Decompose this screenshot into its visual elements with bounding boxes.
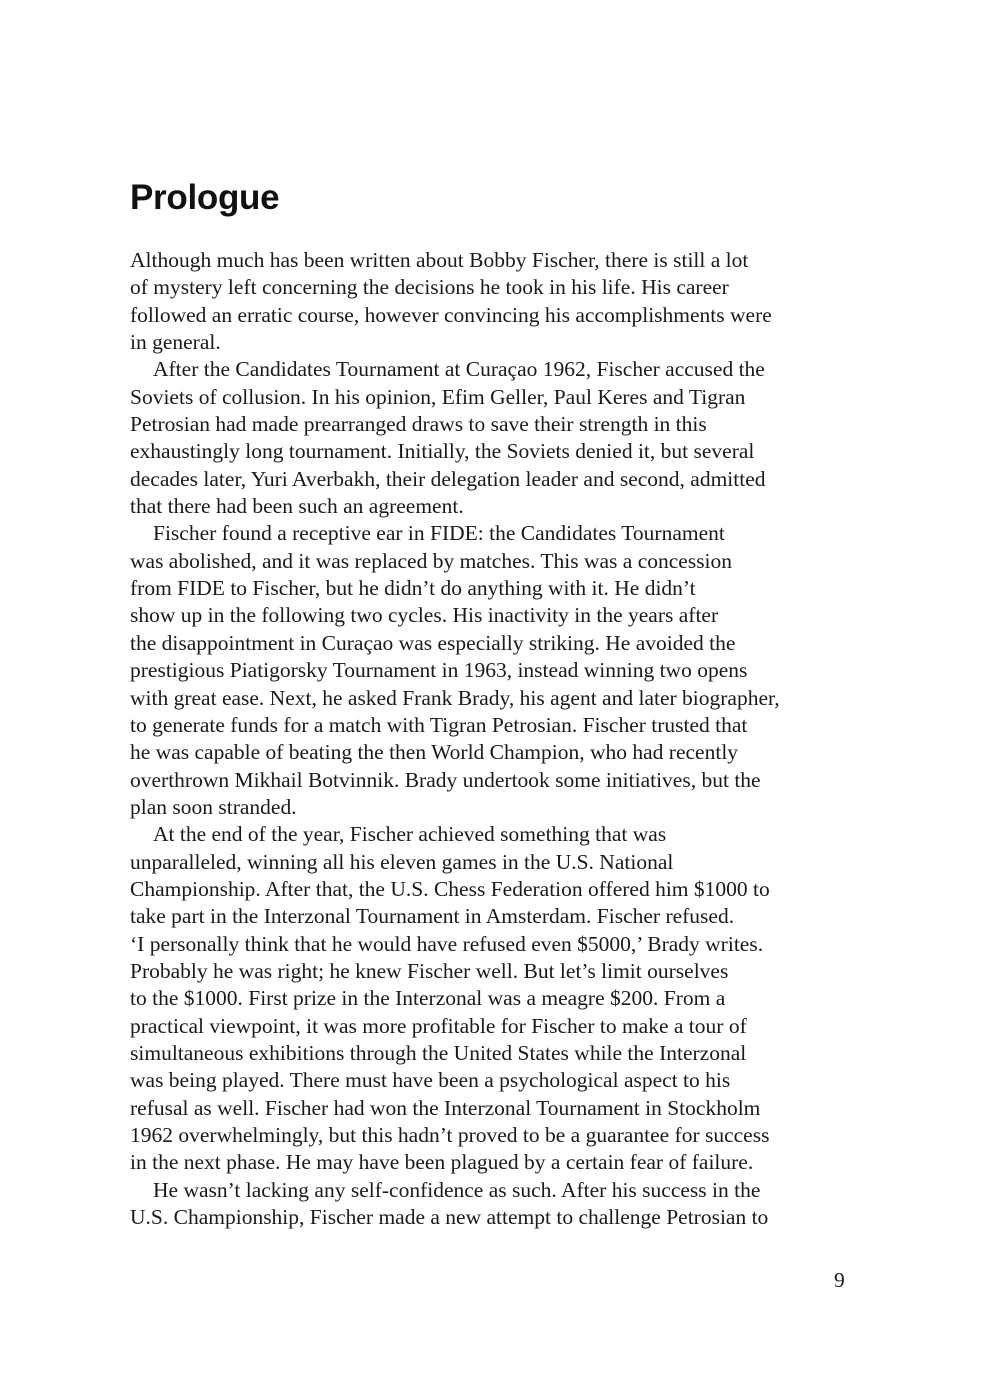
text-line: was abolished, and it was replaced by matches. This was a concession (130, 548, 733, 573)
text-line: he was capable of beating the then World Champion, who had recently (130, 740, 739, 765)
text-line: with great ease. Next, he asked Frank Brady, his agent and later biographer, (130, 685, 780, 710)
text-line: plan soon stranded. (130, 794, 297, 819)
text-line: simultaneous exhibitions through the United States while the Interzonal (130, 1040, 747, 1065)
text-line: After the Candidates Tournament at Curaçao 1962, Fischer accused the (153, 357, 765, 382)
chapter-title: Prologue (130, 178, 280, 217)
text-line: to generate funds for a match with Tigran Petrosian. Fischer trusted that (130, 712, 748, 737)
text-line: refusal as well. Fischer had won the Interzonal Tournament in Stockholm (130, 1095, 761, 1120)
text-line: Probably he was right; he knew Fischer well. But let’s limit ourselves (130, 958, 729, 983)
text-line: 1962 overwhelmingly, but this hadn’t proved to be a guarantee for success (130, 1123, 770, 1147)
text-line: Championship. After that, the U.S. Chess Federation offered him $1000 to (130, 876, 770, 901)
text-line: At the end of the year, Fischer achieved something that was (153, 822, 667, 847)
text-line: Petrosian had made prearranged draws to save their strength in this (130, 412, 707, 437)
text-line: unparalleled, winning all his eleven games in the U.S. National (130, 849, 674, 874)
text-line: Although much has been written about Bobby Fischer, there is still a lot (130, 248, 749, 272)
text-line: was being played. There must have been a psychological aspect to his (130, 1068, 731, 1093)
text-line: ‘I personally think that he would have refused even $5000,’ Brady writes. (130, 931, 764, 956)
text-line: He wasn’t lacking any self-confidence as such. After his success in the (153, 1177, 761, 1202)
text-line: to the $1000. First prize in the Interzonal was a meagre $200. From a (130, 986, 726, 1011)
text-line: in general. (130, 330, 221, 355)
body-text (130, 247, 870, 1231)
text-line: Fischer found a receptive ear in FIDE: the Candidates Tournament (153, 521, 725, 546)
text-line: U.S. Championship, Fischer made a new attempt to challenge Petrosian to (130, 1205, 769, 1230)
text-line: prestigious Piatigorsky Tournament in 1963, instead winning two opens (130, 658, 748, 683)
text-line: decades later, Yuri Averbakh, their delegation leader and second, admitted (130, 466, 766, 491)
page-number: 9 (834, 1268, 845, 1292)
text-line: take part in the Interzonal Tournament in Amsterdam. Fischer refused. (130, 904, 735, 929)
text-line: practical viewpoint, it was more profitable for Fischer to make a tour of (130, 1013, 747, 1038)
text-line: in the next phase. He may have been plagued by a certain fear of failure. (130, 1150, 754, 1175)
text-line: Soviets of collusion. In his opinion, Efim Geller, Paul Keres and Tigran (130, 384, 746, 409)
text-line: that there had been such an agreement. (130, 494, 464, 519)
text-line: from FIDE to Fischer, but he didn’t do anything with it. He didn’t (130, 576, 696, 601)
text-line: the disappointment in Curaçao was especially striking. He avoided the (130, 630, 736, 655)
text-line: of mystery left concerning the decisions he took in his life. His career (130, 275, 729, 300)
text-line: show up in the following two cycles. His inactivity in the years after (130, 603, 719, 628)
text-line: exhaustingly long tournament. Initially, the Soviets denied it, but several (130, 439, 755, 464)
text-line: overthrown Mikhail Botvinnik. Brady undertook some initiatives, but the (130, 767, 761, 792)
text-line: followed an erratic course, however convincing his accomplishments were (130, 302, 772, 327)
